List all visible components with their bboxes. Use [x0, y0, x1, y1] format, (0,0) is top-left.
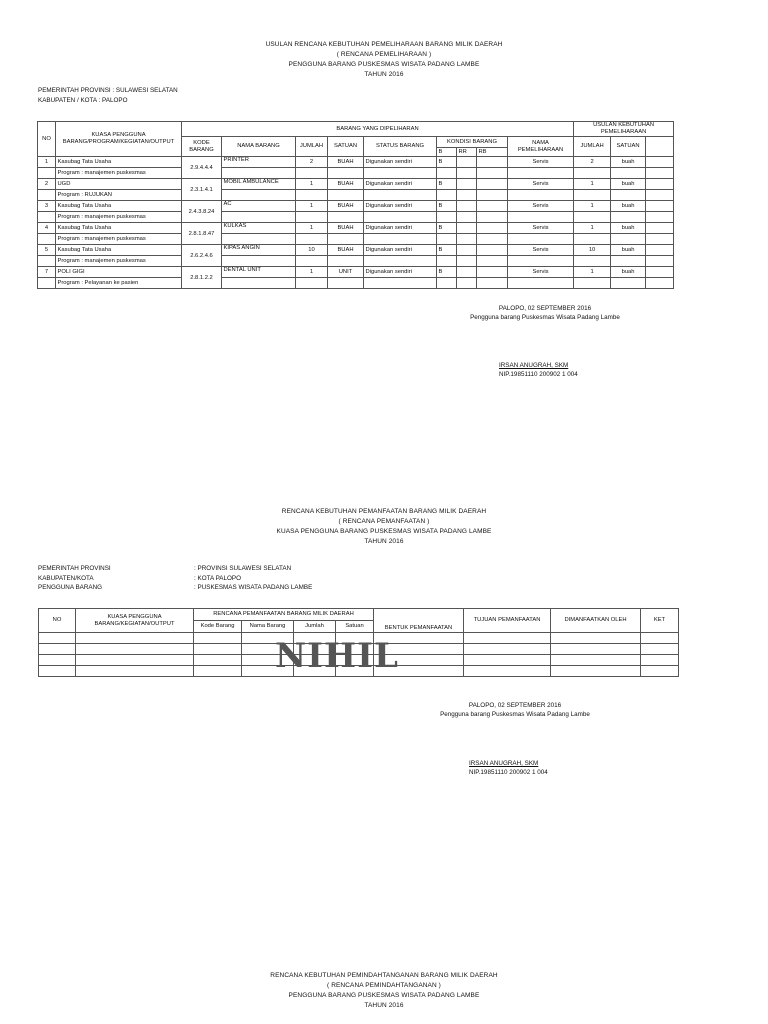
col-group-barang: BARANG YANG DIPELIHARAN — [182, 122, 574, 137]
doc1-city: KABUPATEN / KOTA : PALOPO — [38, 96, 128, 104]
doc1-signatory-nip: NIP.19851110 200902 1 004 — [499, 371, 578, 378]
doc1-title-line: USULAN RENCANA KEBUTUHAN PEMELIHARAAN BARANG MILIK DAERAH — [265, 41, 503, 48]
cell-status — [364, 168, 437, 179]
cell-rb — [477, 278, 508, 289]
cell-rr — [457, 179, 477, 190]
col-group-pemanfaatan: RENCANA PEMANFAATAN BARANG MILIK DAERAH — [194, 609, 374, 621]
cell-u-satuan — [611, 234, 646, 245]
cell-ket — [646, 179, 674, 190]
nihil-stamp: NIHIL — [275, 636, 399, 676]
table-row — [38, 256, 674, 267]
cell — [464, 633, 551, 644]
doc1-signature-place — [457, 304, 633, 322]
cell-no: 2 — [38, 179, 56, 190]
doc1-place-date: PALOPO, 02 SEPTEMBER 2016 — [498, 305, 592, 312]
col-bentuk: BENTUK PEMANFAATAN — [374, 609, 464, 633]
cell-program: Program : manajemen puskesmas — [56, 234, 182, 245]
cell-b: B — [437, 157, 457, 168]
maintenance-table — [37, 121, 674, 289]
doc1-signatory — [499, 361, 578, 379]
cell-u-satuan — [611, 278, 646, 289]
cell-program: Program : Pelayanan ke pasien — [56, 278, 182, 289]
cell — [76, 633, 194, 644]
cell-no: 4 — [38, 223, 56, 234]
cell-kode: 2.8.1.2.2 — [182, 267, 222, 289]
col-nama-pemeliharaan: NAMA PEMELIHARAAN — [508, 137, 574, 157]
doc1-role: Pengguna barang Puskesmas Wisata Padang Lambe — [470, 314, 620, 321]
cell-u-jumlah: 1 — [574, 223, 611, 234]
cell-b — [437, 278, 457, 289]
doc2-meta-value: : KOTA PALOPO — [194, 574, 242, 582]
doc2-signatory — [469, 759, 548, 777]
doc2-title — [0, 507, 768, 547]
doc2-meta-row — [38, 564, 312, 574]
cell-u-jumlah: 1 — [574, 201, 611, 212]
cell-rb — [477, 179, 508, 190]
cell-jumlah — [296, 212, 328, 223]
col-nama: Nama Barang — [242, 621, 294, 633]
cell — [641, 633, 679, 644]
cell-jumlah — [296, 190, 328, 201]
cell-status — [364, 256, 437, 267]
cell-ket — [646, 234, 674, 245]
cell-status: Digunakan sendiri — [364, 179, 437, 190]
doc2-signature-place — [427, 701, 603, 719]
cell-status: Digunakan sendiri — [364, 157, 437, 168]
cell-nama-pemeliharaan: Servis — [508, 157, 574, 168]
cell-u-jumlah — [574, 234, 611, 245]
cell — [39, 633, 76, 644]
cell-rr — [457, 157, 477, 168]
doc2-meta-value: : PROVINSI SULAWESI SELATAN — [194, 565, 292, 572]
doc1-title-line: ( RENCANA PEMELIHARAAN ) — [336, 51, 432, 58]
cell-satuan — [328, 256, 364, 267]
table-row — [38, 234, 674, 245]
cell-u-jumlah — [574, 190, 611, 201]
cell-ket — [646, 157, 674, 168]
cell-nama-pemeliharaan: Servis — [508, 245, 574, 256]
cell-nama-pemeliharaan — [508, 212, 574, 223]
cell-rb — [477, 168, 508, 179]
cell-b: B — [437, 267, 457, 278]
cell-nama: KIPAS ANGIN — [222, 245, 296, 256]
cell — [76, 655, 194, 666]
cell-rb — [477, 223, 508, 234]
cell-status: Digunakan sendiri — [364, 245, 437, 256]
col-dimanfaatkan: DIMANFAATKAN OLEH — [551, 609, 641, 633]
table-row — [38, 179, 674, 190]
col-satuan: SATUAN — [328, 137, 364, 157]
cell-status — [364, 190, 437, 201]
cell-status — [364, 278, 437, 289]
col-status: STATUS BARANG — [364, 137, 437, 157]
col-kode: KODE BARANG — [182, 137, 222, 157]
cell-rb — [477, 201, 508, 212]
cell-no: 1 — [38, 157, 56, 168]
cell-b — [437, 256, 457, 267]
cell — [39, 666, 76, 677]
cell-kode: 2.4.3.8.24 — [182, 201, 222, 223]
cell-ket — [646, 267, 674, 278]
cell-nama: MOBIL AMBULANCE — [222, 179, 296, 190]
table-row — [38, 245, 674, 256]
doc2-title-line: RENCANA KEBUTUHAN PEMANFAATAN BARANG MILIK DAERAH — [281, 508, 487, 515]
cell-u-satuan: buah — [611, 201, 646, 212]
cell-no: 7 — [38, 267, 56, 278]
cell — [641, 644, 679, 655]
cell-rb — [477, 190, 508, 201]
table-row — [38, 267, 674, 278]
doc2-role: Pengguna barang Puskesmas Wisata Padang Lambe — [440, 711, 590, 718]
doc1-province: PEMERINTAH PROVINSI : SULAWESI SELATAN — [38, 87, 178, 94]
cell — [551, 655, 641, 666]
cell-ket — [646, 278, 674, 289]
cell-b — [437, 190, 457, 201]
cell-nama — [222, 256, 296, 267]
cell-satuan — [328, 168, 364, 179]
cell-program: Program : RUJUKAN — [56, 190, 182, 201]
cell-b — [437, 234, 457, 245]
cell-u-satuan: buah — [611, 223, 646, 234]
cell-kuasa: Kasubag Tata Usaha — [56, 157, 182, 168]
cell-b — [437, 212, 457, 223]
cell-nama — [222, 278, 296, 289]
cell-nama — [222, 234, 296, 245]
doc2-signatory-name: IRSAN ANUGRAH, SKM — [469, 760, 539, 767]
cell — [39, 655, 76, 666]
cell-jumlah: 1 — [296, 267, 328, 278]
cell-nama — [222, 168, 296, 179]
cell-no: 3 — [38, 201, 56, 212]
cell-satuan — [328, 212, 364, 223]
col-satuan: Satuan — [336, 621, 374, 633]
cell-nama: DENTAL UNIT — [222, 267, 296, 278]
cell — [39, 644, 76, 655]
cell-satuan: BUAH — [328, 223, 364, 234]
doc2-meta-key: PENGGUNA BARANG — [38, 584, 103, 591]
doc2-meta — [38, 564, 312, 593]
table-row — [38, 157, 674, 168]
cell-satuan: BUAH — [328, 201, 364, 212]
col-no: NO — [38, 122, 56, 157]
col-kode: Kode Barang — [194, 621, 242, 633]
cell-u-satuan: buah — [611, 245, 646, 256]
cell-rb — [477, 267, 508, 278]
table-row — [38, 190, 674, 201]
col-ket: KET — [641, 609, 679, 633]
doc2-signatory-nip: NIP.19851110 200902 1 004 — [469, 769, 548, 776]
cell-u-satuan: buah — [611, 157, 646, 168]
cell-nama: KULKAS — [222, 223, 296, 234]
cell-rr — [457, 190, 477, 201]
table-row — [38, 278, 674, 289]
doc1-signatory-name: IRSAN ANUGRAH, SKM — [499, 362, 569, 369]
cell-status — [364, 212, 437, 223]
cell-u-satuan — [611, 212, 646, 223]
cell-rr — [457, 212, 477, 223]
cell-b: B — [437, 223, 457, 234]
cell-rb — [477, 234, 508, 245]
doc2-title-line: TAHUN 2016 — [364, 538, 404, 545]
doc1-meta — [38, 86, 178, 105]
col-u-satuan: SATUAN — [611, 137, 646, 157]
doc3-title-line: TAHUN 2016 — [364, 1002, 404, 1009]
doc2-meta-key: KABUPATEN/KOTA — [38, 574, 94, 582]
cell-rr — [457, 223, 477, 234]
cell-no — [38, 168, 56, 179]
cell — [464, 655, 551, 666]
cell-nama-pemeliharaan — [508, 234, 574, 245]
cell-nama: AC — [222, 201, 296, 212]
cell-kuasa: UGD — [56, 179, 182, 190]
cell-rb — [477, 256, 508, 267]
cell — [194, 644, 242, 655]
doc3-title-line: RENCANA KEBUTUHAN PEMINDAHTANGANAN BARANG MILIK DAERAH — [270, 972, 498, 979]
table-row — [38, 201, 674, 212]
cell-jumlah: 1 — [296, 201, 328, 212]
cell-kuasa: Kasubag Tata Usaha — [56, 223, 182, 234]
cell-u-jumlah — [574, 168, 611, 179]
doc2-meta-key: PEMERINTAH PROVINSI — [38, 565, 111, 572]
cell-ket — [646, 245, 674, 256]
doc2-place-date: PALOPO, 02 SEPTEMBER 2016 — [468, 702, 562, 709]
cell-kuasa: Kasubag Tata Usaha — [56, 201, 182, 212]
cell-jumlah — [296, 278, 328, 289]
col-kondisi: KONDISI BARANG — [437, 137, 508, 148]
doc2-meta-row — [38, 583, 312, 593]
cell-ket — [646, 212, 674, 223]
cell-no: 5 — [38, 245, 56, 256]
col-group-usulan: USULAN KEBUTUHAN PEMELIHARAAN — [574, 122, 674, 137]
doc2-meta-row — [38, 574, 312, 584]
cell-satuan: BUAH — [328, 157, 364, 168]
cell-u-satuan — [611, 190, 646, 201]
cell — [76, 644, 194, 655]
cell-nama — [222, 190, 296, 201]
table-row — [38, 223, 674, 234]
cell-jumlah: 10 — [296, 245, 328, 256]
col-jumlah: JUMLAH — [296, 137, 328, 157]
col-jumlah: Jumlah — [294, 621, 336, 633]
table-row — [38, 168, 674, 179]
doc2-title-line: ( RENCANA PEMANFAATAN ) — [338, 518, 430, 525]
cell-satuan: BUAH — [328, 245, 364, 256]
cell-u-jumlah — [574, 278, 611, 289]
cell-rb — [477, 157, 508, 168]
cell — [551, 666, 641, 677]
cell-rr — [457, 245, 477, 256]
cell-no — [38, 278, 56, 289]
cell-rr — [457, 278, 477, 289]
cell — [194, 633, 242, 644]
cell-nama-pemeliharaan — [508, 190, 574, 201]
cell-program: Program : manajemen puskesmas — [56, 168, 182, 179]
col-u-jumlah: JUMLAH — [574, 137, 611, 157]
cell-jumlah — [296, 168, 328, 179]
cell-satuan — [328, 278, 364, 289]
cell-u-satuan — [611, 168, 646, 179]
col-kuasa: KUASA PENGGUNA BARANG/KEGIATAN/OUTPUT — [76, 609, 194, 633]
cell-nama — [222, 212, 296, 223]
cell-u-satuan — [611, 256, 646, 267]
cell-status: Digunakan sendiri — [364, 223, 437, 234]
cell-b: B — [437, 245, 457, 256]
cell-rb — [477, 245, 508, 256]
cell-u-jumlah: 1 — [574, 267, 611, 278]
cell-status: Digunakan sendiri — [364, 201, 437, 212]
col-no: NO — [39, 609, 76, 633]
cell-rr — [457, 234, 477, 245]
cell — [551, 633, 641, 644]
cell — [76, 666, 194, 677]
cell-satuan — [328, 190, 364, 201]
doc2-meta-value: : PUSKESMAS WISATA PADANG LAMBE — [194, 584, 313, 591]
cell — [194, 655, 242, 666]
cell-jumlah: 1 — [296, 223, 328, 234]
cell — [551, 644, 641, 655]
cell-u-jumlah: 1 — [574, 179, 611, 190]
doc1-title-line: TAHUN 2016 — [364, 71, 404, 78]
cell-ket — [646, 190, 674, 201]
cell-kode: 2.6.2.4.6 — [182, 245, 222, 267]
cell-jumlah: 1 — [296, 179, 328, 190]
cell-no — [38, 190, 56, 201]
cell-satuan — [328, 234, 364, 245]
cell-kuasa: Kasubag Tata Usaha — [56, 245, 182, 256]
cell — [194, 666, 242, 677]
cell-no — [38, 212, 56, 223]
doc3-title-line: ( RENCANA PEMINDAHTANGANAN ) — [327, 982, 441, 989]
cell-u-jumlah: 2 — [574, 157, 611, 168]
cell-u-satuan: buah — [611, 179, 646, 190]
cell-rb — [477, 212, 508, 223]
doc3-title — [0, 971, 768, 1011]
cell — [464, 666, 551, 677]
cell-nama-pemeliharaan: Servis — [508, 201, 574, 212]
doc2-title-line: KUASA PENGGUNA BARANG PUSKESMAS WISATA PADANG LAMBE — [276, 528, 492, 535]
cell-kode: 2.8.1.8.47 — [182, 223, 222, 245]
cell-rr — [457, 267, 477, 278]
doc3-title-line: PENGGUNA BARANG PUSKESMAS WISATA PADANG LAMBE — [288, 992, 480, 999]
cell-b: B — [437, 201, 457, 212]
cell-status: Digunakan sendiri — [364, 267, 437, 278]
col-kuasa: KUASA PENGGUNA BARANG/PROGRAM/KEGIATAN/OUTPUT — [56, 122, 182, 157]
cell-ket — [646, 168, 674, 179]
cell-rr — [457, 256, 477, 267]
col-rb: RB — [477, 148, 508, 157]
cell-nama-pemeliharaan: Servis — [508, 179, 574, 190]
cell-ket — [646, 223, 674, 234]
cell — [641, 655, 679, 666]
cell-nama-pemeliharaan — [508, 278, 574, 289]
cell-nama-pemeliharaan: Servis — [508, 267, 574, 278]
cell-jumlah: 2 — [296, 157, 328, 168]
cell-nama-pemeliharaan: Servis — [508, 223, 574, 234]
col-nama: NAMA BARANG — [222, 137, 296, 157]
cell-ket — [646, 256, 674, 267]
cell-nama: PRINTER — [222, 157, 296, 168]
col-b: B — [437, 148, 457, 157]
cell-u-jumlah — [574, 256, 611, 267]
doc1-title — [0, 40, 768, 80]
cell-satuan: BUAH — [328, 179, 364, 190]
cell-no — [38, 234, 56, 245]
table-row — [38, 212, 674, 223]
cell-program: Program : manajemen puskesmas — [56, 256, 182, 267]
cell-b: B — [437, 179, 457, 190]
doc1-title-line: PENGGUNA BARANG PUSKESMAS WISATA PADANG LAMBE — [288, 61, 480, 68]
cell-status — [364, 234, 437, 245]
cell-b — [437, 168, 457, 179]
cell-u-jumlah: 10 — [574, 245, 611, 256]
col-rr: RR — [457, 148, 477, 157]
cell-u-satuan: buah — [611, 267, 646, 278]
cell-nama-pemeliharaan — [508, 168, 574, 179]
cell-no — [38, 256, 56, 267]
cell-jumlah — [296, 256, 328, 267]
cell-u-jumlah — [574, 212, 611, 223]
cell-kode: 2.9.4.4.4 — [182, 157, 222, 179]
cell-satuan: UNIT — [328, 267, 364, 278]
cell — [641, 666, 679, 677]
col-tujuan: TUJUAN PEMANFAATAN — [464, 609, 551, 633]
cell-jumlah — [296, 234, 328, 245]
cell-kode: 2.3.1.4.1 — [182, 179, 222, 201]
cell-rr — [457, 168, 477, 179]
cell-rr — [457, 201, 477, 212]
cell — [464, 644, 551, 655]
cell-ket — [646, 201, 674, 212]
cell-kuasa: POLI GIGI — [56, 267, 182, 278]
cell-nama-pemeliharaan — [508, 256, 574, 267]
cell-program: Program : manajemen puskesmas — [56, 212, 182, 223]
